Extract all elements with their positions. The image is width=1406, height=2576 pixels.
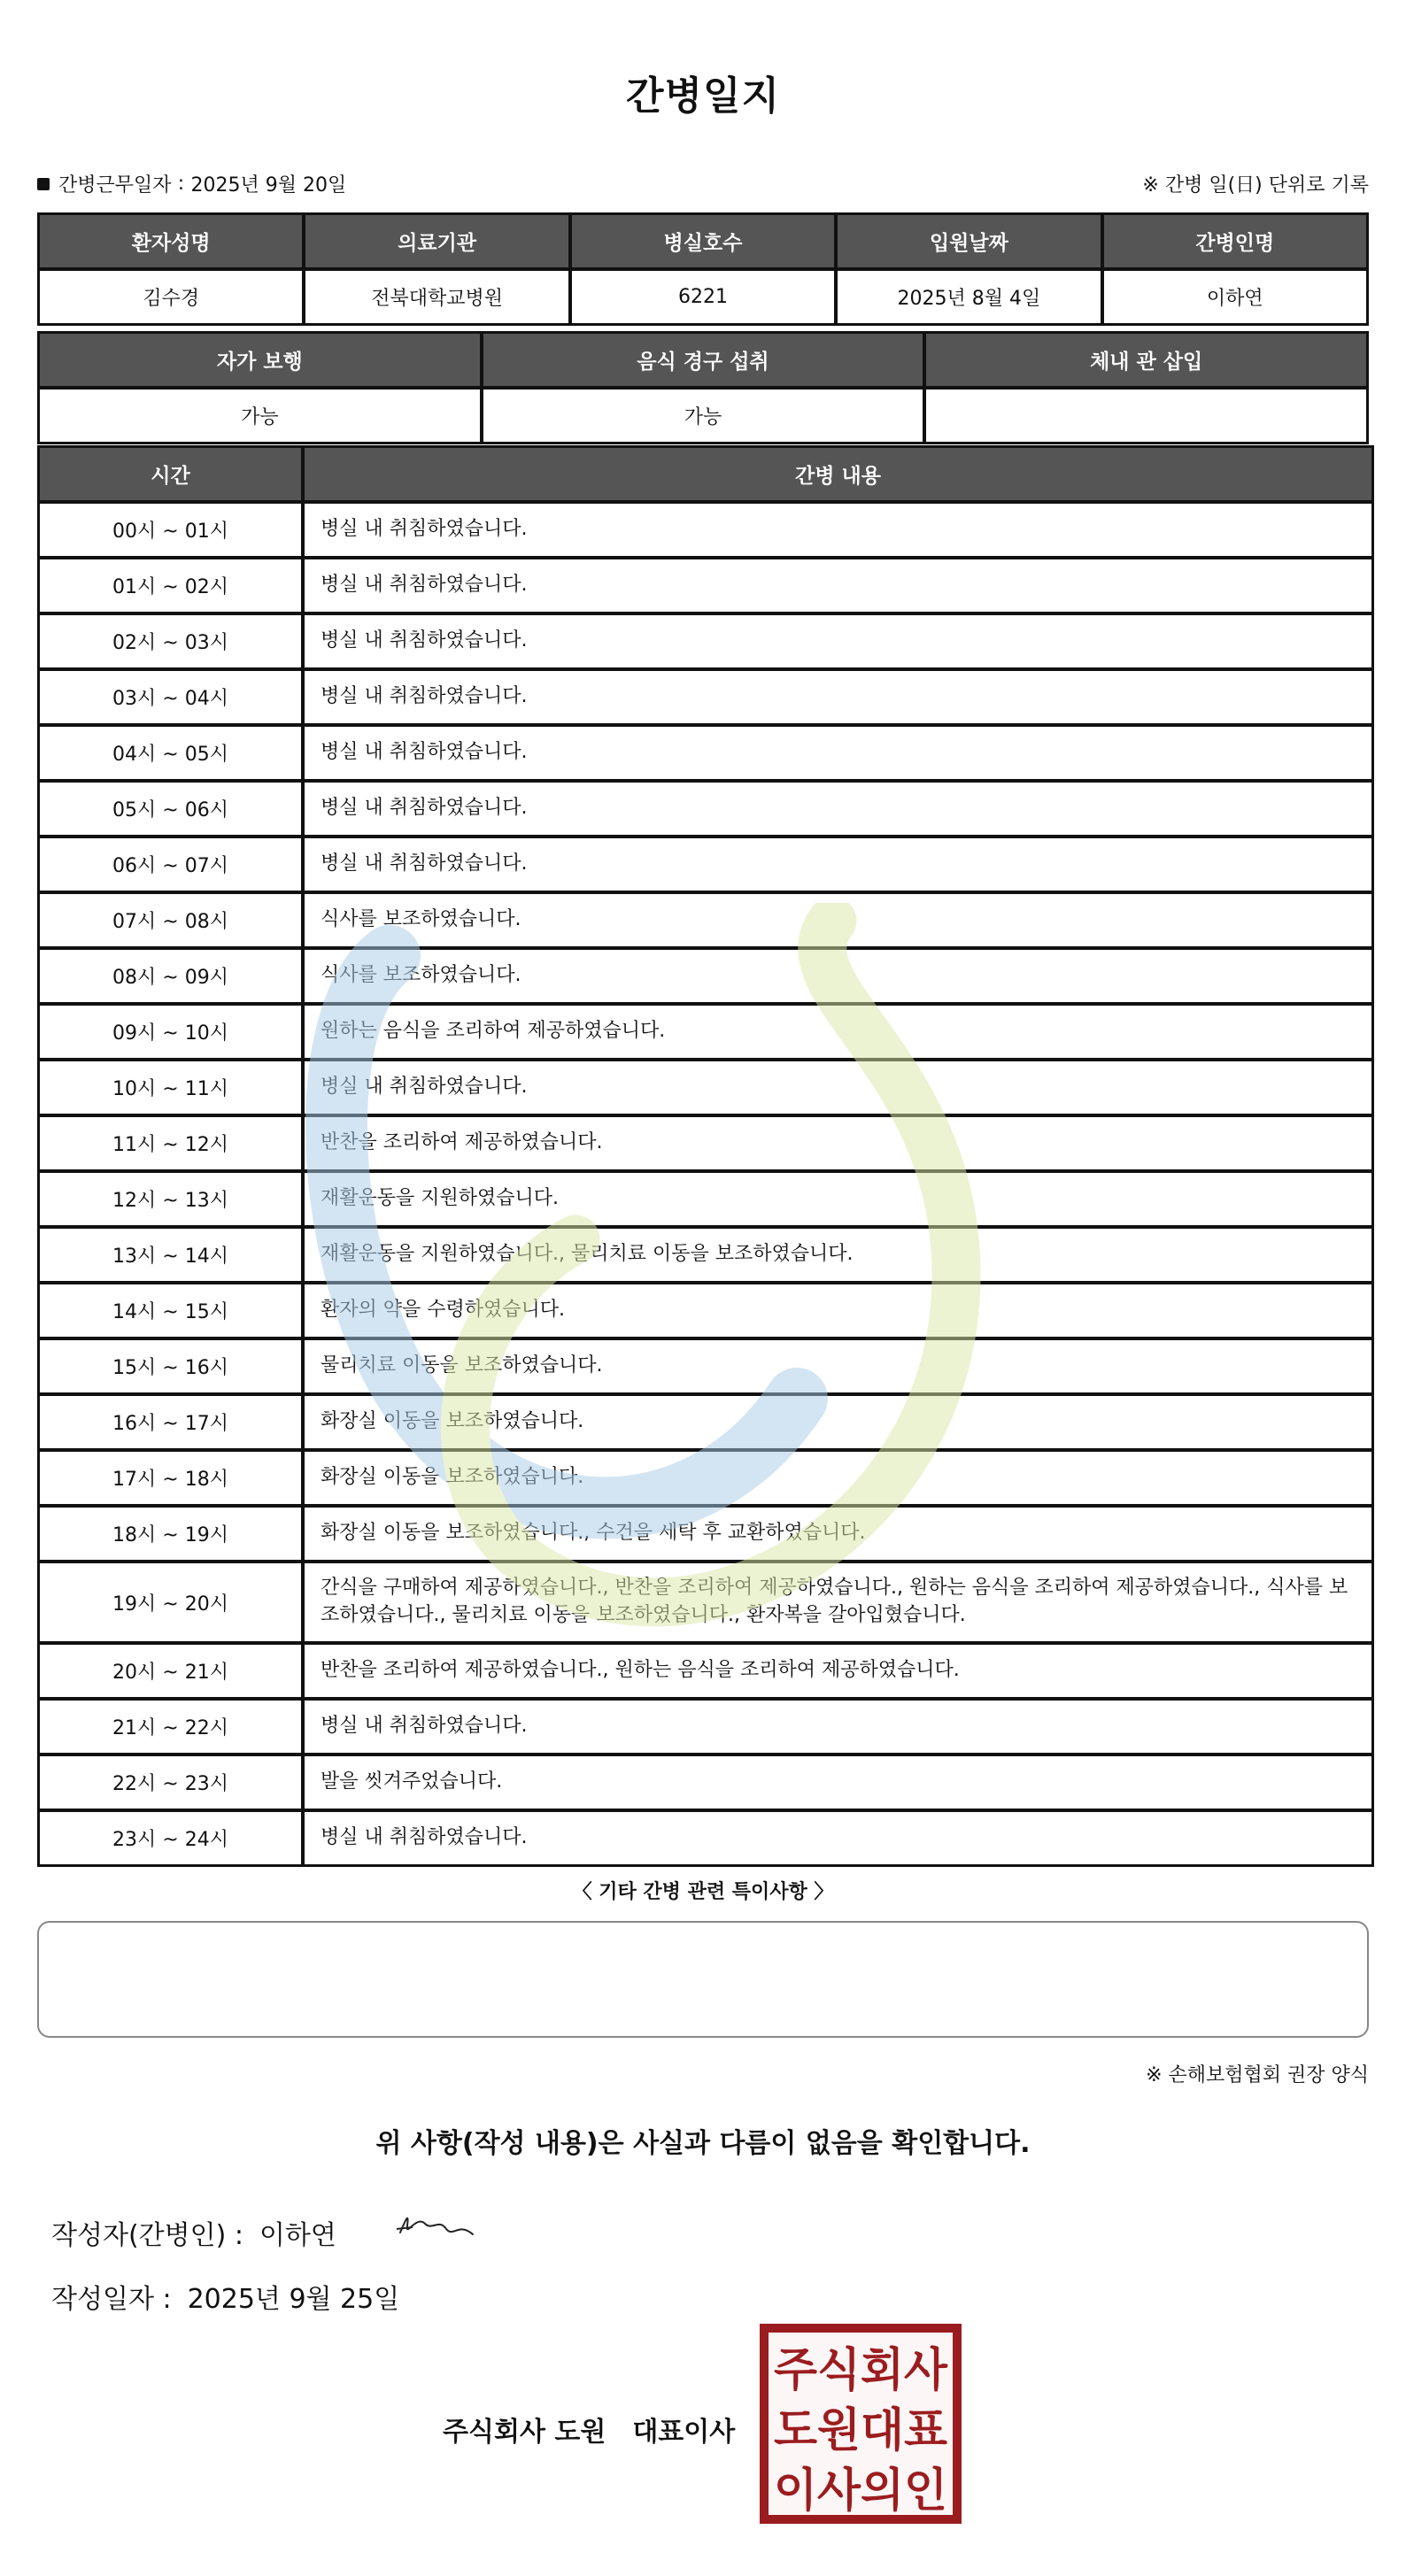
log-content-cell: 병실 내 취침하였습니다.	[305, 1061, 1371, 1114]
log-content-cell: 병실 내 취침하였습니다.	[305, 671, 1371, 723]
log-time-cell: 14시 ~ 15시	[40, 1284, 301, 1337]
svg-text:도원대표: 도원대표	[774, 2404, 947, 2457]
svg-text:주식회사: 주식회사	[774, 2344, 948, 2397]
info-header-room: 병실호수	[572, 215, 834, 267]
log-time-cell: 15시 ~ 16시	[40, 1340, 301, 1392]
info-header-hospital: 의료기관	[305, 215, 568, 267]
handwritten-signature	[393, 2202, 482, 2247]
svg-text:이사의인: 이사의인	[774, 2464, 947, 2518]
patient-info-table	[37, 212, 1369, 444]
info-admission-date: 2025년 8월 4일	[838, 271, 1100, 323]
log-content-cell: 병실 내 취침하였습니다.	[305, 727, 1371, 779]
written-date-label: 작성일자 :	[51, 2284, 172, 2315]
log-time-cell: 13시 ~ 14시	[40, 1229, 301, 1281]
log-content-cell: 병실 내 취침하였습니다.	[305, 838, 1371, 891]
log-time-cell: 22시 ~ 23시	[40, 1756, 301, 1809]
writer-label: 작성자(간병인) :	[51, 2220, 243, 2251]
company-role: 대표이사	[632, 2417, 736, 2448]
writer-name: 이하연	[259, 2220, 336, 2251]
work-date-separator: :	[177, 173, 185, 195]
log-time-cell: 21시 ~ 22시	[40, 1701, 301, 1753]
info-header-patient-name: 환자성명	[40, 215, 302, 267]
status-oral-intake: 가능	[483, 389, 923, 442]
log-content-cell: 병실 내 취침하였습니다.	[305, 559, 1371, 612]
special-notes-box	[37, 1921, 1369, 2038]
log-time-cell: 05시 ~ 06시	[40, 783, 301, 835]
log-time-cell: 23시 ~ 24시	[40, 1812, 301, 1864]
info-header-caregiver: 간병인명	[1104, 215, 1366, 267]
writer-line	[51, 2213, 336, 2252]
special-notes-title: 〈 기타 간병 관련 특이사항 〉	[572, 1881, 834, 1903]
info-room: 6221	[572, 271, 834, 323]
company-line	[443, 2410, 735, 2449]
log-time-cell: 08시 ~ 09시	[40, 950, 301, 1002]
info-patient-name: 김수경	[40, 271, 302, 323]
log-content-cell: 반찬을 조리하여 제공하였습니다.	[305, 1117, 1371, 1169]
written-date-line	[51, 2277, 399, 2316]
info-header-admission-date: 입원날짜	[838, 215, 1100, 267]
confirmation-statement: 위 사항(작성 내용)은 사실과 다름이 없음을 확인합니다.	[375, 2128, 1031, 2159]
log-content-cell: 재활운동을 지원하였습니다., 물리치료 이동을 보조하였습니다.	[305, 1229, 1371, 1281]
company-name: 주식회사 도원	[443, 2417, 606, 2448]
log-time-cell: 19시 ~ 20시	[40, 1563, 301, 1641]
log-time-cell: 11시 ~ 12시	[40, 1117, 301, 1169]
status-header-tube: 체내 관 삽입	[926, 334, 1366, 386]
unit-note: ※ 간병 일(日) 단위로 기록	[1142, 174, 1369, 197]
company-seal	[760, 2324, 962, 2524]
log-time-cell: 10시 ~ 11시	[40, 1061, 301, 1114]
square-bullet-icon	[37, 178, 50, 190]
page-title: 간병일지	[625, 73, 780, 119]
log-time-cell: 17시 ~ 18시	[40, 1452, 301, 1504]
info-caregiver: 이하연	[1104, 271, 1366, 323]
log-content-cell: 화장실 이동을 보조하였습니다.	[305, 1396, 1371, 1448]
log-content-cell: 물리치료 이동을 보조하였습니다.	[305, 1340, 1371, 1392]
log-content-cell: 병실 내 취침하였습니다.	[305, 1812, 1371, 1864]
log-content-cell: 원하는 음식을 조리하여 제공하였습니다.	[305, 1006, 1371, 1058]
status-header-oral-intake: 음식 경구 섭취	[483, 334, 923, 386]
status-walking: 가능	[40, 389, 480, 442]
info-hospital: 전북대학교병원	[305, 271, 568, 323]
log-time-cell: 03시 ~ 04시	[40, 671, 301, 723]
work-date-value: 2025년 9월 20일	[190, 174, 347, 197]
care-log-table	[37, 445, 1374, 1867]
log-content-cell: 병실 내 취침하였습니다.	[305, 504, 1371, 556]
log-content-cell: 식사를 보조하였습니다.	[305, 894, 1371, 946]
status-header-walking: 자가 보행	[40, 334, 480, 386]
log-content-cell: 재활운동을 지원하였습니다.	[305, 1173, 1371, 1225]
log-time-cell: 16시 ~ 17시	[40, 1396, 301, 1448]
work-date-label: 간병근무일자	[58, 174, 172, 197]
log-content-cell: 반찬을 조리하여 제공하였습니다., 원하는 음식을 조리하여 제공하였습니다.	[305, 1645, 1371, 1697]
log-content-cell: 화장실 이동을 보조하였습니다., 수건을 세탁 후 교환하였습니다.	[305, 1508, 1371, 1560]
log-time-cell: 06시 ~ 07시	[40, 838, 301, 891]
association-note: ※ 손해보험협회 권장 양식	[1146, 2064, 1369, 2086]
log-time-cell: 20시 ~ 21시	[40, 1645, 301, 1697]
written-date-value: 2025년 9월 25일	[187, 2284, 400, 2315]
log-time-cell: 01시 ~ 02시	[40, 559, 301, 612]
log-time-cell: 18시 ~ 19시	[40, 1508, 301, 1560]
log-time-cell: 00시 ~ 01시	[40, 504, 301, 556]
log-content-cell: 병실 내 취침하였습니다.	[305, 1701, 1371, 1753]
log-header-time: 시간	[40, 448, 301, 500]
status-tube	[926, 389, 1366, 442]
log-content-cell: 발을 씻겨주었습니다.	[305, 1756, 1371, 1809]
log-content-cell: 병실 내 취침하였습니다.	[305, 783, 1371, 835]
log-content-cell: 환자의 약을 수령하였습니다.	[305, 1284, 1371, 1337]
log-content-cell: 간식을 구매하여 제공하였습니다., 반찬을 조리하여 제공하였습니다., 원하는 음식을 조리하여 제공하였습니다., 식사를 보조하였습니다., 물리치료 이동을 보조하였습니다., 환자복을 갈아입혔습니다.	[305, 1563, 1371, 1641]
log-time-cell: 02시 ~ 03시	[40, 615, 301, 667]
log-header-content: 간병 내용	[305, 448, 1371, 500]
log-content-cell: 식사를 보조하였습니다.	[305, 950, 1371, 1002]
log-time-cell: 07시 ~ 08시	[40, 894, 301, 946]
log-content-cell: 화장실 이동을 보조하였습니다.	[305, 1452, 1371, 1504]
log-time-cell: 12시 ~ 13시	[40, 1173, 301, 1225]
log-time-cell: 04시 ~ 05시	[40, 727, 301, 779]
log-content-cell: 병실 내 취침하였습니다.	[305, 615, 1371, 667]
log-time-cell: 09시 ~ 10시	[40, 1006, 301, 1058]
work-date-line	[37, 170, 346, 197]
